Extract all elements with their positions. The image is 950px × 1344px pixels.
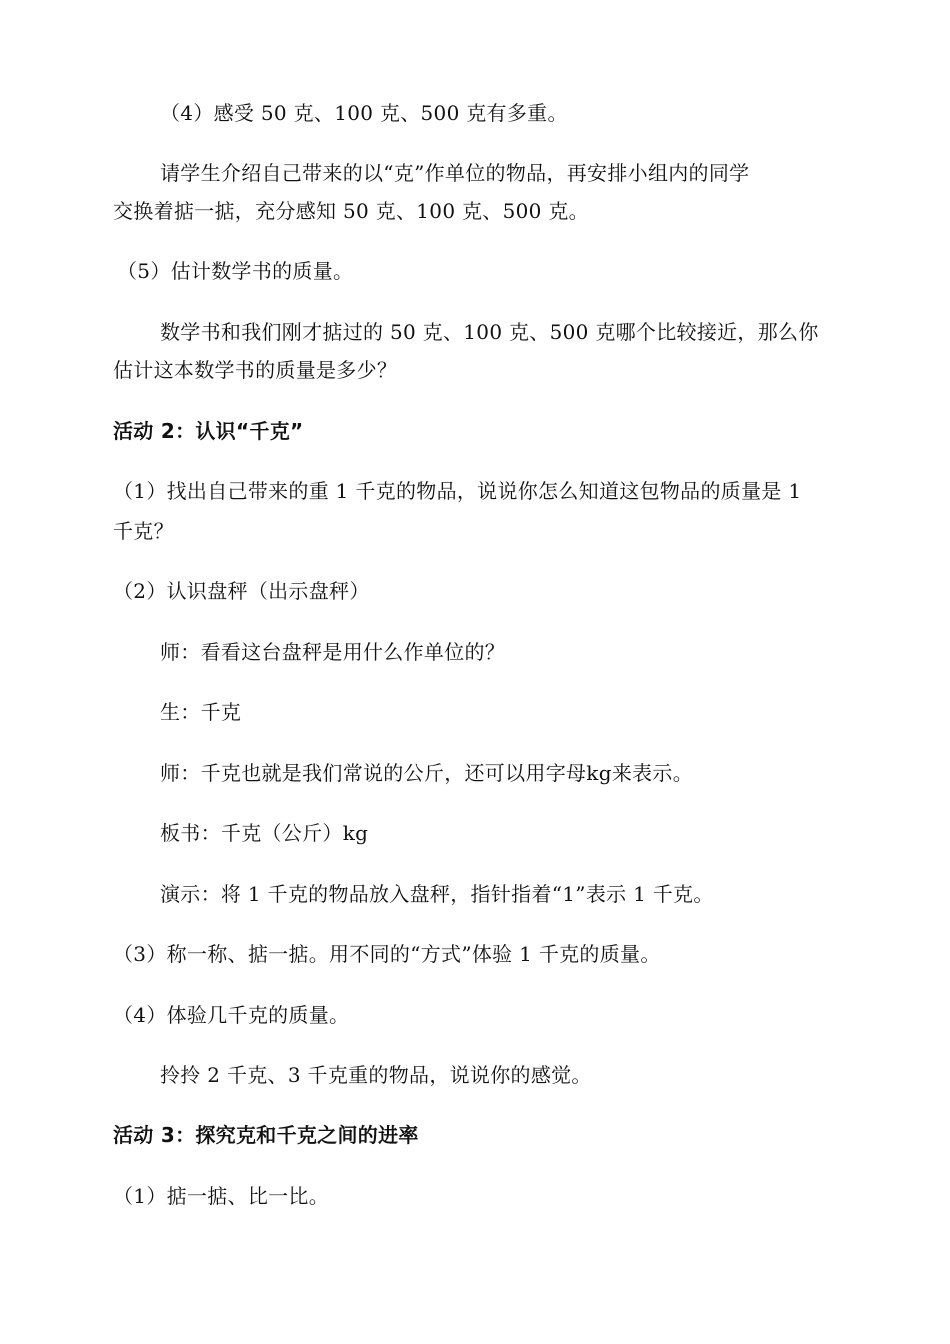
paragraph-lift-items: 拎拎 2 千克、3 千克重的物品，说说你的感觉。 — [160, 1063, 592, 1087]
dialogue-teacher-explain: 师：千克也就是我们常说的公斤，还可以用字母kg来表示。 — [160, 761, 694, 785]
paragraph-introduce-items-line-1: 请学生介绍自己带来的以“克”作单位的物品，再安排小组内的同学 — [160, 161, 750, 185]
paragraph-compare-book-line-2: 估计这本数学书的质量是多少？ — [113, 358, 398, 382]
board-writing: 板书：千克（公斤）kg — [160, 821, 369, 845]
demonstration-note: 演示：将 1 千克的物品放入盘秤，指针指着“1”表示 1 千克。 — [160, 882, 714, 906]
paragraph-step-4-experience-kg: （4）体验几千克的质量。 — [113, 1003, 350, 1027]
paragraph-step-3-weigh: （3）称一称、掂一掂。用不同的“方式”体验 1 千克的质量。 — [113, 942, 661, 966]
paragraph-step-1-compare: （1）掂一掂、比一比。 — [113, 1184, 330, 1208]
paragraph-step-5-estimate-book: （5）估计数学书的质量。 — [117, 259, 354, 283]
paragraph-step-2-scale: （2）认识盘秤（出示盘秤） — [113, 579, 370, 603]
paragraph-step-1-find-kg-item-line-1: （1）找出自己带来的重 1 千克的物品，说说你怎么知道这包物品的质量是 1 — [113, 479, 802, 503]
section-heading-activity-2: 活动 2：认识“千克” — [113, 419, 304, 443]
dialogue-student-answer: 生：千克 — [160, 700, 242, 724]
paragraph-step-4-feel-grams: （4）感受 50 克、100 克、500 克有多重。 — [160, 101, 568, 125]
dialogue-teacher-question: 师：看看这台盘秤是用什么作单位的？ — [160, 640, 506, 664]
paragraph-introduce-items-line-2: 交换着掂一掂，充分感知 50 克、100 克、500 克。 — [113, 199, 589, 223]
paragraph-step-1-find-kg-item-line-2: 千克？ — [113, 519, 174, 543]
paragraph-compare-book-line-1: 数学书和我们刚才掂过的 50 克、100 克、500 克哪个比较接近，那么你 — [160, 320, 819, 344]
section-heading-activity-3: 活动 3：探究克和千克之间的进率 — [113, 1123, 419, 1147]
